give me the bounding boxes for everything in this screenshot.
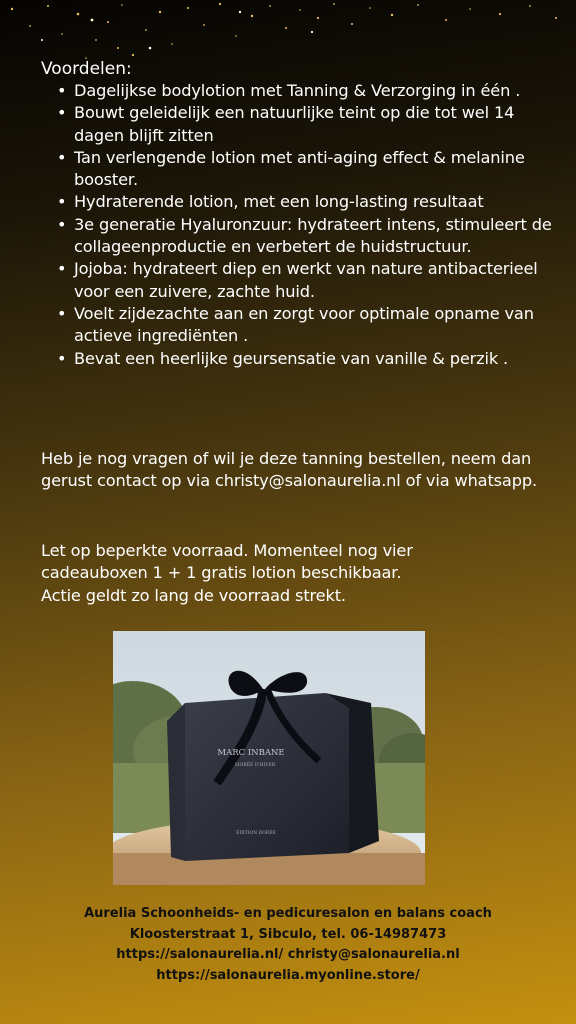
benefit-item: • Bevat een heerlijke geursensatie van vanille & perzik . — [74, 348, 561, 370]
footer-links: https://salonaurelia.nl/ christy@salonaurelia.nl — [116, 947, 460, 963]
benefit-item: • Jojoba: hydrateert diep en werkt van nature antibacterieel voor een zuivere, zachte huid. — [74, 258, 561, 303]
stock-line: cadeauboxen 1 + 1 gratis lotion beschikbaar. — [41, 563, 402, 583]
stock-line: Actie geldt zo lang de voorraad strekt. — [41, 585, 346, 605]
benefit-item: • Hydraterende lotion, met een long-lasting resultaat — [74, 191, 561, 213]
footer-salon-name: Aurelia Schoonheids- en pedicuresalon en balans coach — [84, 906, 492, 921]
salon-footer — [0, 904, 576, 986]
benefit-item: • 3e generatie Hyaluronzuur: hydrateert intens, stimuleert de collageenproductie en verbetert de huidstructuur. — [74, 214, 561, 259]
benefit-item: • Dagelijkse bodylotion met Tanning & Verzorging in één . — [74, 80, 561, 102]
stock-line: Let op beperkte voorraad. Momenteel nog vier — [41, 541, 413, 560]
bag-brand-text: MARC INBANE — [217, 748, 285, 758]
benefits-list — [41, 80, 561, 370]
benefit-item: • Tan verlengende lotion met anti-aging effect & melanine booster. — [74, 147, 561, 192]
gift-bag-photo — [113, 631, 425, 885]
benefit-item: • Voelt zijdezachte aan en zorgt voor optimale opname van actieve ingrediënten . — [74, 303, 561, 348]
stock-paragraph — [41, 540, 551, 607]
benefit-item: • Bouwt geleidelijk een natuurlijke teint op die tot wel 14 dagen blijft zitten — [74, 102, 561, 147]
benefits-heading: Voordelen: — [41, 59, 132, 79]
bag-edition-text: ÉDITION DORÉE — [236, 831, 276, 836]
footer-address: Kloosterstraat 1, Sibculo, tel. 06-14987473 — [129, 926, 447, 942]
contact-paragraph: Heb je nog vragen of wil je deze tanning bestellen, neem dan gerust contact op via christy@salonaurelia.nl of via whatsapp. — [41, 449, 537, 491]
bag-sub-text: SOIRÉE D'HIVER — [234, 763, 276, 768]
footer-store-link: https://salonaurelia.myonline.store/ — [156, 967, 420, 983]
benefits-section — [41, 58, 561, 370]
